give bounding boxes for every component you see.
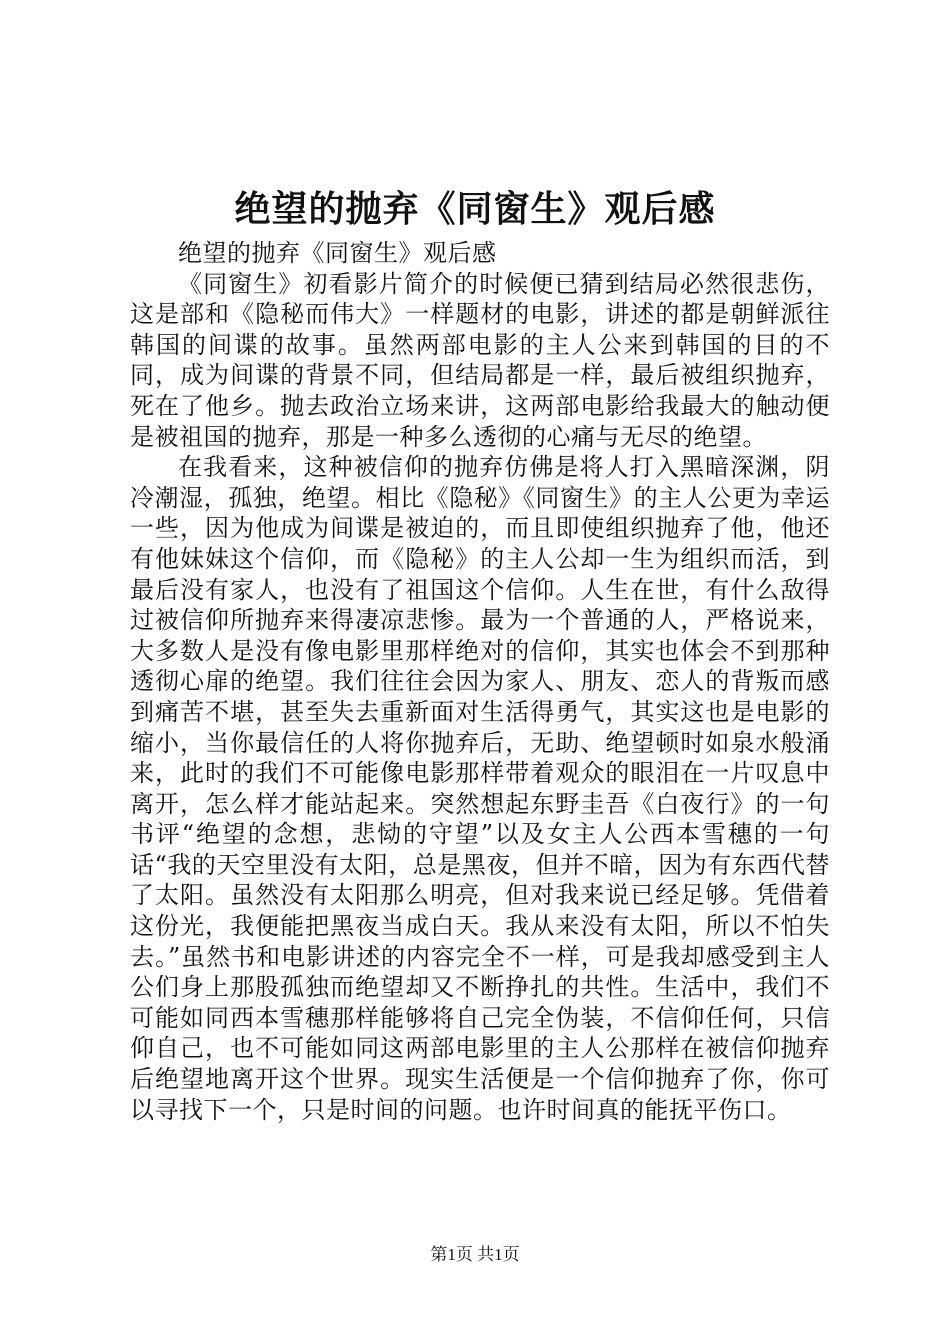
body-paragraph-2: 在我看来，这种被信仰的抛弃仿佛是将人打入黑暗深渊，阴冷潮湿，孤独，绝望。相比《隐秘》《同窗生》的主人公更为幸运一些，因为他成为间谍是被迫的，而且即使组织抛弃了他，他还有他妹妹这个信仰，而《隐秘》的主人公却一生为组织而活，到最后没有家人，也没有了祖国这个信仰。人生在世，有什么敌得过被信仰所抛弃来得凄凉悲惨。最为一个普通的人，严格说来，大多数人是没有像电影里那样绝对的信仰，其实也体会不到那种透彻心扉的绝望。我们往往会因为家人、朋友、恋人的背叛而感到痛苦不堪，甚至失去重新面对生活得勇气，其实这也是电影的缩小，当你最信任的人将你抛弃后，无助、绝望顿时如泉水般涌来，此时的我们不可能像电影那样带着观众的眼泪在一片叹息中离开，怎么样才能站起来。突然想起东野圭吾《白夜行》的一句书评“绝望的念想，悲恸的守望”以及女主人公西本雪穗的一句话“我的天空里没有太阳，总是黑夜，但并不暗，因为有东西代替了太阳。虽然没有太阳那么明亮，但对我来说已经足够。凭借着这份光，我便能把黑夜当成白天。我从来没有太阳，所以不怕失去。”虽然书和电影讲述的内容完全不一样，可是我却感受到主人公们身上那股孤独而绝望却又不断挣扎的共性。生活中，我们不可能如同西本雪穗那样能够将自己完全伪装，不信仰任何，只信仰自己，也不可能如同这两部电影里的主人公那样在被信仰抛弃后绝望地离开这个世界。现实生活便是一个信仰抛弃了你，你可以寻找下一个，只是时间的问题。也许时间真的能抚平伤口。 xyxy=(130,453,830,1124)
document-title: 绝望的抛弃《同窗生》观后感 xyxy=(234,188,716,230)
page-footer: 第1页 共1页 xyxy=(430,1245,520,1264)
subtitle-paragraph: 绝望的抛弃《同窗生》观后感 xyxy=(178,239,497,267)
document-body xyxy=(130,238,830,1125)
body-paragraph-1: 《同窗生》初看影片简介的时候便已猜到结局必然很悲伤，这是部和《隐秘而伟大》一样题材的电影，讲述的都是朝鲜派往韩国的间谍的故事。虽然两部电影的主人公来到韩国的目的不同，成为间谍的背景不同，但结局都是一样，最后被组织抛弃，死在了他乡。抛去政治立场来讲，这两部电影给我最大的触动便是被祖国的抛弃，那是一种多么透彻的心痛与无尽的绝望。 xyxy=(130,269,830,451)
